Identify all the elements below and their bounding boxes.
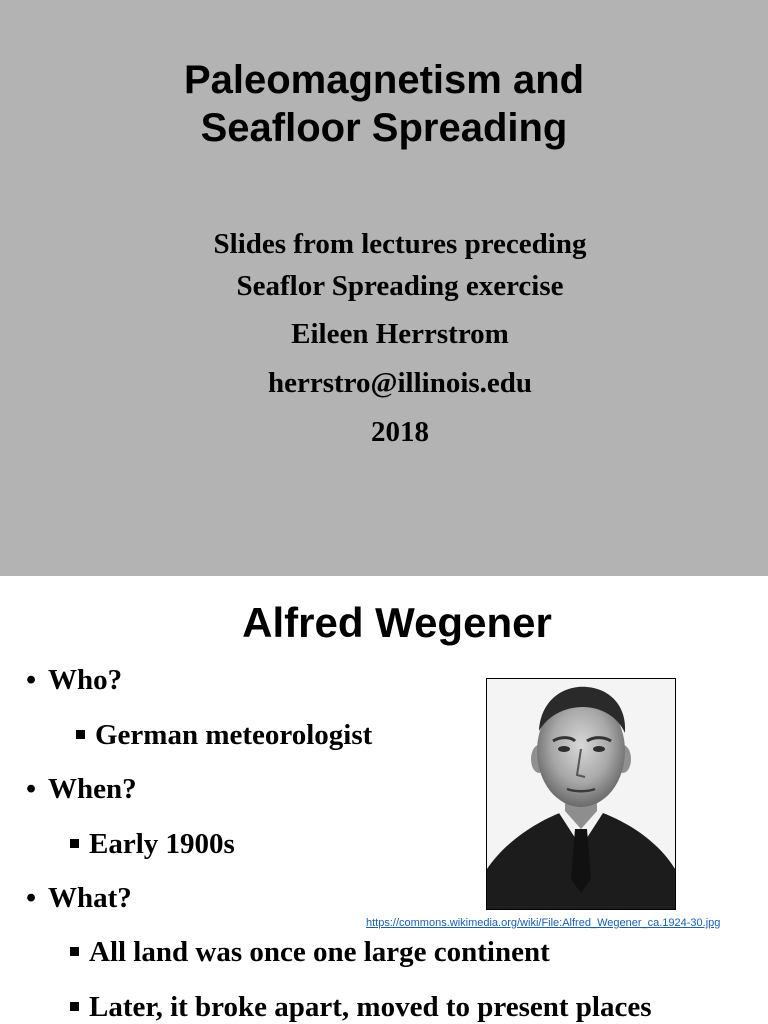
- bullet-text: What?: [48, 882, 132, 914]
- slide-title-line-2: Seafloor Spreading: [200, 106, 568, 150]
- year: 2018: [371, 416, 429, 448]
- bullet-marker: •: [26, 882, 37, 914]
- subtitle-line-exercise: Seaflor Spreading exercise: [236, 270, 564, 302]
- subtitle-line-lectures: Slides from lectures preceding: [213, 228, 587, 260]
- bullet-text: Early 1900s: [89, 828, 235, 860]
- bullet-who: [26, 663, 122, 697]
- bullet-text: Later, it broke apart, moved to present places: [89, 991, 652, 1023]
- square-bullet-icon: [70, 839, 79, 848]
- author-name: Eileen Herrstrom: [291, 318, 509, 350]
- bullet-broke-apart: [70, 990, 652, 1024]
- bullet-text: All land was once one large continent: [89, 936, 550, 968]
- slide-title-line-1: Paleomagnetism and: [183, 58, 585, 102]
- wegener-slide: [0, 576, 768, 1024]
- slide-title: [0, 56, 768, 152]
- bullet-text: When?: [48, 773, 137, 805]
- square-bullet-icon: [70, 1002, 79, 1011]
- square-bullet-icon: [70, 947, 79, 956]
- bullet-text: Who?: [48, 664, 123, 696]
- bullet-text: German meteorologist: [95, 719, 373, 751]
- author-email: herrstro@illinois.edu: [267, 367, 533, 399]
- bullet-what: [26, 881, 132, 915]
- bullet-german-meteorologist: [76, 718, 372, 752]
- bullet-marker: •: [26, 664, 37, 696]
- slide-heading: Alfred Wegener: [242, 599, 552, 646]
- image-credit-link[interactable]: https://commons.wikimedia.org/wiki/File:Alfred_Wegener_ca.1924-30.jpg: [366, 917, 721, 929]
- bullet-one-continent: [70, 935, 550, 969]
- bullet-marker: •: [26, 773, 37, 805]
- bullet-early-1900s: [70, 827, 235, 861]
- square-bullet-icon: [76, 730, 85, 739]
- bullet-when: [26, 772, 137, 806]
- wegener-portrait-image: [486, 678, 676, 910]
